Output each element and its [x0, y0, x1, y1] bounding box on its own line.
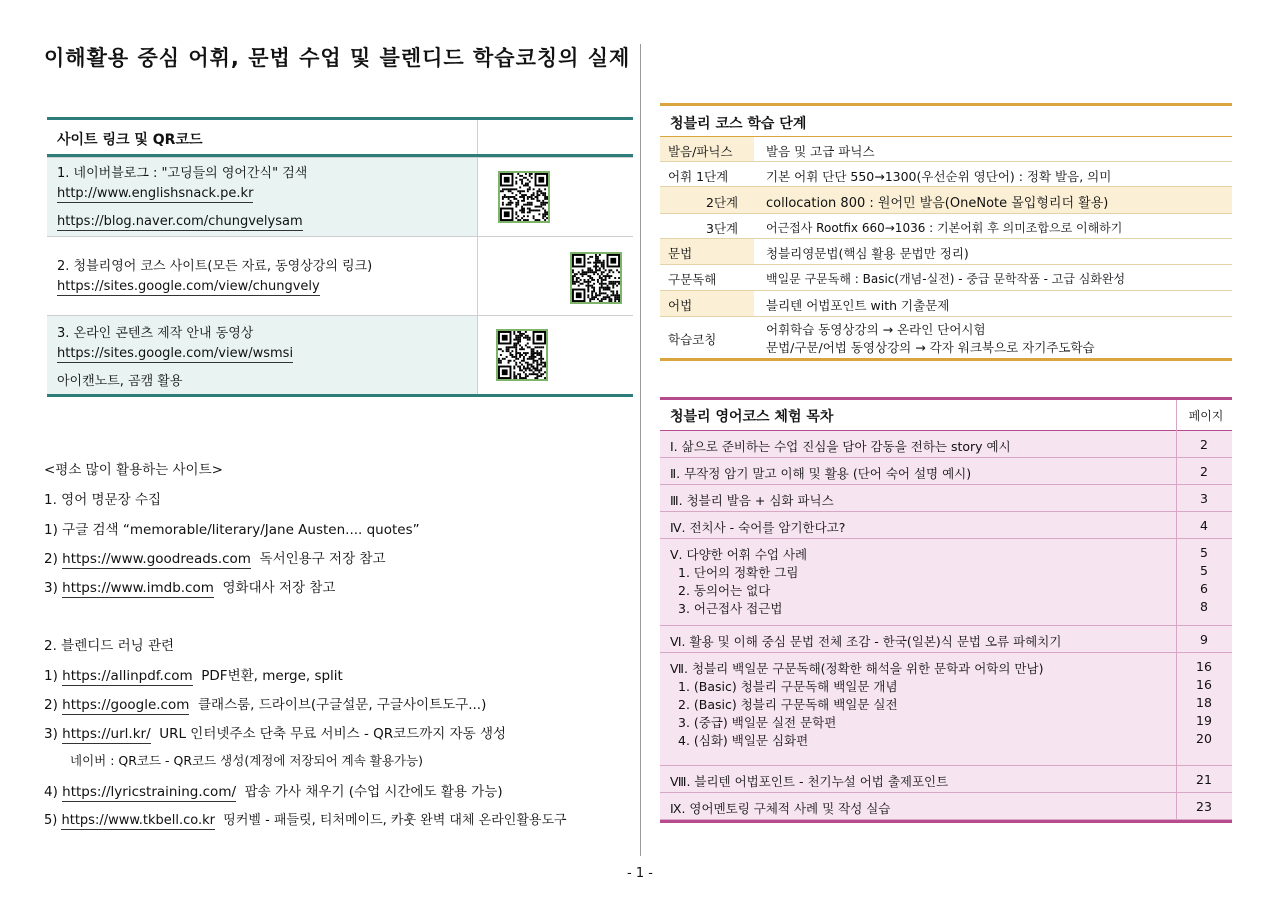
often-sites-item: 1) https://allinpdf.com PDF변환, merge, split	[44, 668, 343, 684]
course-row-label: 어법	[668, 298, 693, 313]
toc-row-page: 21	[1196, 772, 1212, 787]
course-row	[660, 239, 1232, 265]
toc-row	[660, 626, 1232, 653]
toc-row-title: Ⅱ. 무작정 암기 말고 이해 및 활용 (단어 숙어 설명 예시)	[670, 466, 972, 481]
site-row-1	[47, 157, 633, 236]
toc-row	[660, 458, 1232, 485]
often-sites-item: 2) https://www.goodreads.com 독서인용구 저장 참고	[44, 551, 386, 567]
course-row-label: 3단계	[706, 221, 739, 236]
course-row-label: 문법	[668, 246, 693, 261]
toc-row-page: 3	[1200, 491, 1208, 506]
often-sites-item: 3) https://www.imdb.com 영화대사 저장 참고	[44, 580, 336, 596]
toc-row-title: Ⅸ. 영어멘토링 구체적 사례 및 작성 실습	[670, 801, 891, 816]
page-number: - 1 -	[627, 866, 653, 881]
site-row-2-title: 2. 청블리영어 코스 사이트(모든 자료, 동영상강의 링크)	[57, 259, 373, 274]
course-row-label: 구문독해	[668, 272, 717, 287]
toc-row-page: 2	[1200, 437, 1208, 452]
often-sites-item: 3) https://url.kr/ URL 인터넷주소 단축 무료 서비스 - QR코드까지 자동 생성	[44, 726, 507, 742]
qr-code-icon	[496, 329, 548, 381]
toc-table	[660, 397, 1232, 823]
toc-header-page: 페이지	[1188, 409, 1224, 423]
often-sites-item: 4) https://lyricstraining.com/ 팝송 가사 채우기 (수업 시간에도 활용 가능)	[44, 784, 503, 800]
site-row-1-title: 1. 네이버블로그 : "고딩들의 영어간식" 검색	[57, 166, 308, 181]
toc-header	[660, 400, 1232, 431]
site-row-1-link-1[interactable]: http://www.englishsnack.pe.kr	[57, 186, 254, 201]
toc-row-page: 5	[1200, 563, 1208, 578]
toc-row-page: 19	[1196, 713, 1212, 728]
sites-table-header-label: 사이트 링크 및 QR코드	[57, 132, 203, 148]
toc-row-title: Ⅰ. 삶으로 준비하는 수업 진심을 담아 감동을 전하는 story 예시	[670, 439, 1011, 454]
often-sites-heading: <평소 많이 활용하는 사이트>	[44, 462, 223, 478]
lyricstraining-link[interactable]: https://lyricstraining.com/	[62, 784, 237, 800]
course-row-label: 발음/파닉스	[668, 144, 733, 159]
site-row-3-note: 아이캔노트, 곰캠 활용	[57, 374, 183, 389]
course-table	[660, 103, 1232, 361]
course-row-label: 학습코칭	[668, 332, 717, 347]
toc-row-page: 9	[1200, 632, 1208, 647]
course-row	[660, 265, 1232, 291]
urlkr-link[interactable]: https://url.kr/	[62, 726, 151, 742]
site-row-3-title: 3. 온라인 콘텐츠 제작 안내 동영상	[57, 326, 254, 341]
toc-row-page: 18	[1196, 695, 1212, 710]
site-row-1-link-2[interactable]: https://blog.naver.com/chungvelysam	[57, 214, 303, 229]
course-row-content: 문법/구문/어법 동영상강의 → 각자 워크북으로 자기주도학습	[766, 340, 1095, 355]
course-row	[660, 214, 1232, 239]
imdb-link[interactable]: https://www.imdb.com	[62, 580, 214, 596]
toc-row-title: Ⅲ. 청블리 발음 + 심화 파닉스	[670, 493, 834, 508]
course-row-content: 블리텐 어법포인트 with 기출문제	[766, 298, 950, 313]
toc-row-page: 8	[1200, 599, 1208, 614]
toc-row	[660, 766, 1232, 793]
toc-row	[660, 539, 1232, 626]
often-sites-item: 2) https://google.com 클래스룸, 드라이브(구글설문, 구글사이트도구...)	[44, 697, 487, 713]
toc-row-page: 5	[1200, 545, 1208, 560]
tkbell-link[interactable]: https://www.tkbell.co.kr	[61, 813, 216, 828]
toc-row	[660, 512, 1232, 539]
course-row-content: 어휘학습 동영상강의 → 온라인 단어시험	[766, 322, 986, 337]
toc-row-title: Ⅷ. 블리텐 어법포인트 - 천기누설 어법 출제포인트	[670, 774, 949, 789]
toc-row	[660, 653, 1232, 766]
course-row	[660, 187, 1232, 214]
site-row-2-link-1[interactable]: https://sites.google.com/view/chungvely	[57, 279, 320, 294]
toc-row-title: Ⅳ. 전치사 - 숙어를 암기한다고?	[670, 520, 846, 535]
often-sites-section-2-title: 2. 블렌디드 러닝 관련	[44, 638, 175, 654]
toc-row-subitem: 1. 단어의 정확한 그림	[678, 565, 799, 580]
toc-row-page: 20	[1196, 731, 1212, 746]
often-sites-item: 5) https://www.tkbell.co.kr 띵커벨 - 패들릿, 티처메이드, 카훗 완벽 대체 온라인활용도구	[44, 813, 567, 828]
toc-row-page: 6	[1200, 581, 1208, 596]
allinpdf-link[interactable]: https://allinpdf.com	[62, 668, 193, 684]
toc-row-subitem: 1. (Basic) 청블리 구문독해 백일문 개념	[678, 679, 898, 694]
often-sites-item: 1) 구글 검색 “memorable/literary/Jane Austen.... quotes”	[44, 522, 420, 538]
course-table-header: 청블리 코스 학습 단계	[670, 116, 807, 132]
sites-table-header	[47, 120, 633, 157]
course-row-label: 2단계	[706, 195, 739, 210]
page-title: 이해활용 중심 어휘, 문법 수업 및 블렌디드 학습코칭의 실제	[44, 46, 631, 70]
toc-row-title: Ⅶ. 청블리 백일문 구문독해(정확한 해석을 위한 문학과 어학의 만남)	[670, 661, 1044, 676]
toc-row	[660, 431, 1232, 458]
toc-row-page: 16	[1196, 677, 1212, 692]
toc-row-page: 23	[1196, 799, 1212, 814]
course-row-content: 백일문 구문독해 : Basic(개념-실전) - 중급 문학작품 - 고급 심화완성	[766, 272, 1126, 286]
site-row-3-link-1[interactable]: https://sites.google.com/view/wsmsi	[57, 346, 294, 361]
qr-code-icon	[498, 171, 550, 223]
site-row-2	[47, 236, 633, 315]
course-row-label: 어휘 1단계	[668, 169, 729, 184]
course-row-content: collocation 800 : 원어민 발음(OneNote 몰입형리더 활용)	[766, 196, 1109, 211]
often-sites-section-1-title: 1. 영어 명문장 수집	[44, 492, 162, 508]
course-row	[660, 162, 1232, 187]
toc-row-subitem: 4. (심화) 백일문 심화편	[678, 733, 809, 748]
course-row	[660, 317, 1232, 358]
toc-row-subitem: 2. 동의어는 없다	[678, 583, 771, 598]
toc-row-title: Ⅵ. 활용 및 이해 중심 문법 전체 조감 - 한국(일본)식 문법 오류 파헤치기	[670, 634, 1062, 649]
toc-row-subitem: 3. 어근접사 접근법	[678, 601, 783, 616]
toc-row-page: 2	[1200, 464, 1208, 479]
toc-row	[660, 793, 1232, 820]
sites-table	[47, 117, 633, 397]
course-row-content: 어근접사 Rootfix 660→1036 : 기본어휘 후 의미조합으로 이해하기	[766, 221, 1123, 235]
google-link[interactable]: https://google.com	[62, 697, 190, 713]
course-row-content: 발음 및 고급 파닉스	[766, 144, 875, 159]
site-row-3	[47, 315, 633, 394]
toc-row-page: 4	[1200, 518, 1208, 533]
course-row	[660, 137, 1232, 162]
course-row-content: 청블리영문법(핵심 활용 문법만 정리)	[766, 246, 969, 261]
column-divider	[640, 44, 641, 856]
toc-row	[660, 485, 1232, 512]
qr-code-icon	[570, 252, 622, 304]
toc-header-title: 청블리 영어코스 체험 목차	[670, 409, 834, 425]
toc-row-subitem: 3. (중급) 백일문 실전 문학편	[678, 715, 837, 730]
course-row-content: 기본 어휘 단단 550→1300(우선순위 영단어) : 정확 발음, 의미	[766, 169, 1112, 184]
course-row	[660, 291, 1232, 317]
toc-row-subitem: 2. (Basic) 청블리 구문독해 백일문 실전	[678, 697, 898, 712]
toc-row-title: Ⅴ. 다양한 어휘 수업 사례	[670, 547, 808, 562]
toc-row-page: 16	[1196, 659, 1212, 674]
often-sites-note: 네이버 : QR코드 - QR코드 생성(계정에 저장되어 계속 활용가능)	[70, 753, 423, 768]
goodreads-link[interactable]: https://www.goodreads.com	[62, 551, 251, 567]
